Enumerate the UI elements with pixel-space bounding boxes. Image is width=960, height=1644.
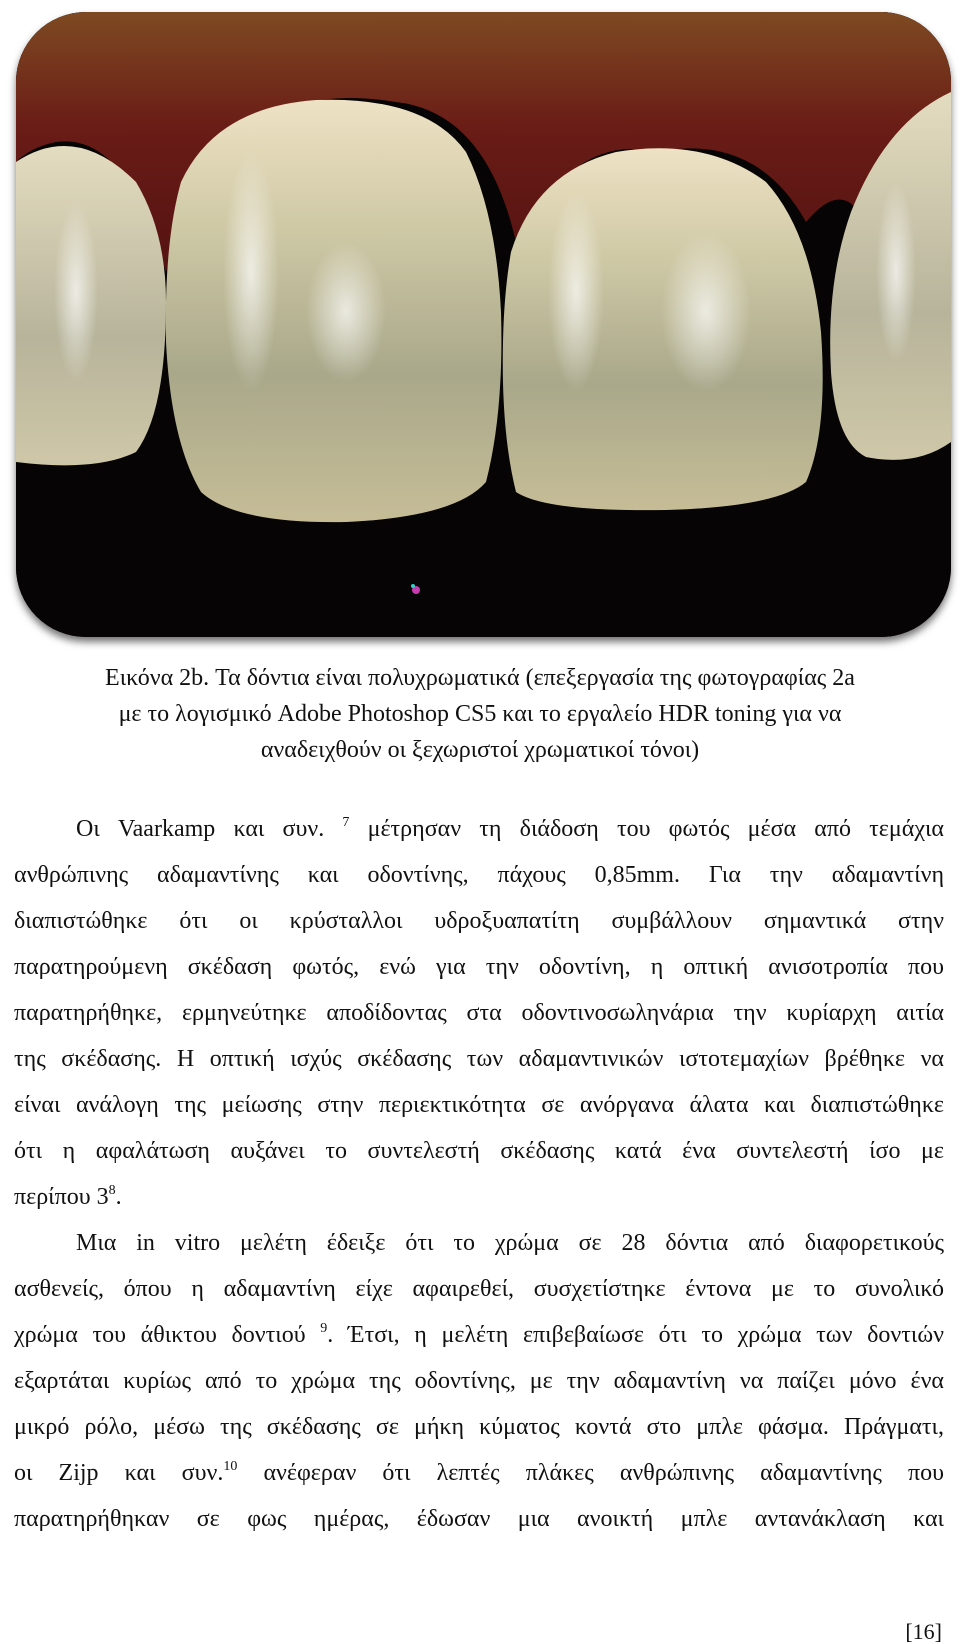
figure-caption: [20, 660, 940, 768]
text-segment: ανέφεραν ότι λεπτές πλάκες ανθρώπινης αδαμαντίνης που: [263, 1460, 944, 1486]
text-segment: οι Zijp και συν.: [14, 1460, 224, 1486]
paragraph-2-line-1: Μια in vitro μελέτη έδειξε ότι το χρώμα σε 28 δόντια από διαφορετικούς: [76, 1230, 944, 1256]
caption-line: Εικόνα 2b. Τα δόντια είναι πολυχρωματικά (επεξεργασία της φωτογραφίας 2a: [105, 665, 855, 691]
teeth-photo-icon: [16, 12, 951, 637]
text-segment: .: [115, 1184, 122, 1210]
reference-7: 7: [342, 815, 350, 830]
paragraph-1-line-7: είναι ανάλογη της μείωσης στην περιεκτικότητα σε ανόργανα άλατα και διαπιστώθηκε: [14, 1092, 944, 1118]
reference-9: 9: [320, 1321, 328, 1336]
text-segment: χρώμα του άθικτου δοντιού: [14, 1322, 306, 1348]
paragraph-1-line-9: [14, 1174, 944, 1220]
paragraph-1-line-8: ότι η αφαλάτωση αυξάνει το συντελεστή σκέδασης κατά ένα συντελεστή ίσο με: [14, 1138, 944, 1164]
paragraph-2-line-6: [14, 1450, 944, 1496]
teeth-photo: [16, 12, 951, 637]
paragraph-1-line-2: ανθρώπινης αδαμαντίνης και οδοντίνης, πάχους 0,85mm. Για την αδαμαντίνη: [14, 862, 944, 888]
paragraph-1-line-4: παρατηρούμενη σκέδαση φωτός, ενώ για την οδοντίνη, η οπτική ανισοτροπία που: [14, 954, 944, 980]
paragraph-1-line-1: [14, 806, 944, 852]
text-segment: Οι Vaarkamp και συν.: [76, 816, 325, 842]
paragraph-1-line-5: παρατηρήθηκε, ερμηνεύτηκε αποδίδοντας στα οδοντινοσωληνάρια την κυρίαρχη αιτία: [14, 1000, 944, 1026]
paragraph-2-line-7: παρατηρήθηκαν σε φως ημέρας, έδωσαν μια ανοικτή μπλε αντανάκλαση και: [14, 1506, 944, 1532]
text-segment: . Έτσι, η μελέτη επιβεβαίωσε ότι το χρώμα των δοντιών: [327, 1322, 945, 1348]
paragraph-1-line-3: διαπιστώθηκε ότι οι κρύσταλλοι υδροξυαπατίτη συμβάλλουν σημαντικά στην: [14, 908, 944, 934]
text-segment: μέτρησαν τη διάδοση του φωτός μέσα από τεμάχια: [367, 816, 945, 842]
paragraph-2-line-2: ασθενείς, όπου η αδαμαντίνη είχε αφαιρεθεί, συσχετίστηκε έντονα με το συνολικό: [14, 1276, 944, 1302]
paragraph-2-line-5: μικρό ρόλο, μέσω της σκέδασης σε μήκη κύματος κοντά στο μπλε φάσμα. Πράγματι,: [14, 1414, 944, 1440]
page-number: [16]: [905, 1619, 942, 1644]
reference-10: 10: [223, 1459, 238, 1474]
reference-8: 8: [108, 1183, 116, 1198]
text-segment: περίπου 3: [14, 1184, 109, 1210]
caption-line: αναδειχθούν οι ξεχωριστοί χρωματικοί τόνοι): [260, 737, 700, 763]
paragraph-2-line-3: [14, 1312, 944, 1358]
paragraph-2-line-4: εξαρτάται κυρίως από το χρώμα της οδοντίνης, με την αδαμαντίνη να παίζει μόνο ένα: [14, 1368, 944, 1394]
paragraph-1-line-6: της σκέδασης. Η οπτική ισχύς σκέδασης των αδαμαντινικών ιστοτεμαχίων βρέθηκε να: [14, 1046, 944, 1072]
caption-line: με το λογισμικό Adobe Photoshop CS5 και το εργαλείο HDR toning για να: [118, 701, 842, 727]
body-text: [14, 806, 944, 1542]
